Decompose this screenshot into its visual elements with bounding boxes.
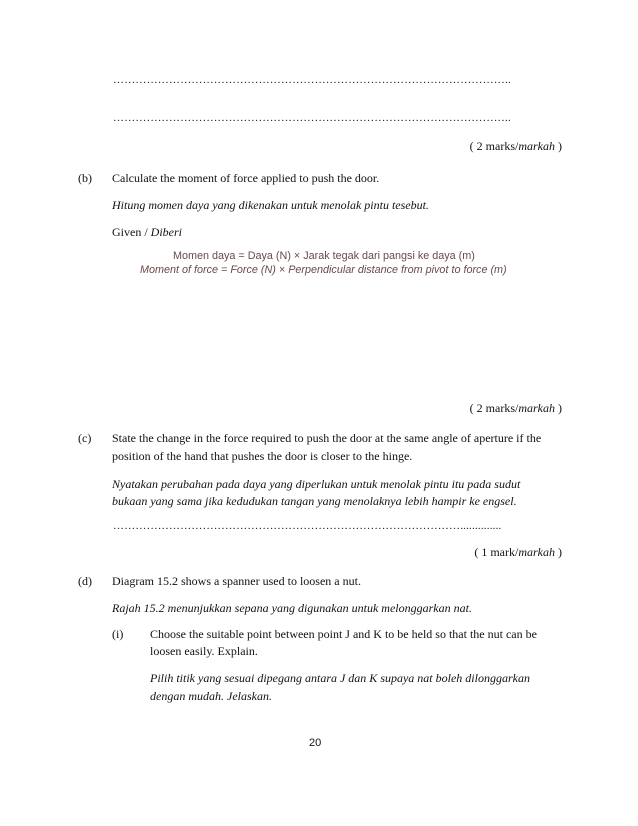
sub-question-i-line: loosen easily. Explain.	[150, 644, 258, 658]
question-b-text: Calculate the moment of force applied to push the door.	[112, 171, 380, 185]
answer-line: ……………………………………………………………………………………………..	[113, 112, 511, 124]
marks-label: ( 1 mark/markah )	[474, 545, 562, 559]
sub-question-i-line-ms: Pilih titik yang sesuai dipegang antara J dan K supaya nat boleh dilonggarkan	[150, 671, 530, 685]
marks-label: ( 2 marks/markah )	[469, 139, 562, 153]
question-letter-d: (d)	[78, 574, 92, 588]
question-letter-c: (c)	[78, 431, 92, 445]
page-number: 20	[309, 737, 322, 749]
sub-question-i-line-ms: dengan mudah. Jelaskan.	[150, 689, 272, 703]
answer-line: ……………………………………………………………………………………………..	[113, 74, 511, 86]
sub-question-label-i: (i)	[112, 627, 124, 641]
formula-en: Moment of force = Force (N) × Perpendicular distance from pivot to force (m)	[140, 264, 507, 276]
given-label: Given / Diberi	[112, 225, 183, 239]
formula-ms: Momen daya = Daya (N) × Jarak tegak dari pangsi ke daya (m)	[173, 250, 475, 262]
question-c-line: State the change in the force required to push the door at the same angle of aperture if the	[112, 431, 542, 445]
question-c-line: position of the hand that pushes the door is closer to the hinge.	[112, 449, 413, 463]
answer-line: …………………………………………………………………………………..............	[113, 520, 502, 532]
question-c-line-ms: Nyatakan perubahan pada daya yang diperlukan untuk menolak pintu itu pada sudut	[112, 477, 521, 491]
marks-label: ( 2 marks/markah )	[469, 401, 562, 415]
question-d-text: Diagram 15.2 shows a spanner used to loosen a nut.	[112, 574, 361, 588]
question-b-text-ms: Hitung momen daya yang dikenakan untuk menolak pintu tesebut.	[112, 198, 429, 212]
question-letter-b: (b)	[78, 171, 92, 185]
question-c-line-ms: bukaan yang sama jika kedudukan tangan yang menolaknya lebih hampir ke engsel.	[112, 494, 517, 508]
question-d-text-ms: Rajah 15.2 menunjukkan sepana yang digunakan untuk melonggarkan nat.	[112, 601, 472, 615]
sub-question-i-line: Choose the suitable point between point J and K to be held so that the nut can be	[150, 627, 537, 641]
